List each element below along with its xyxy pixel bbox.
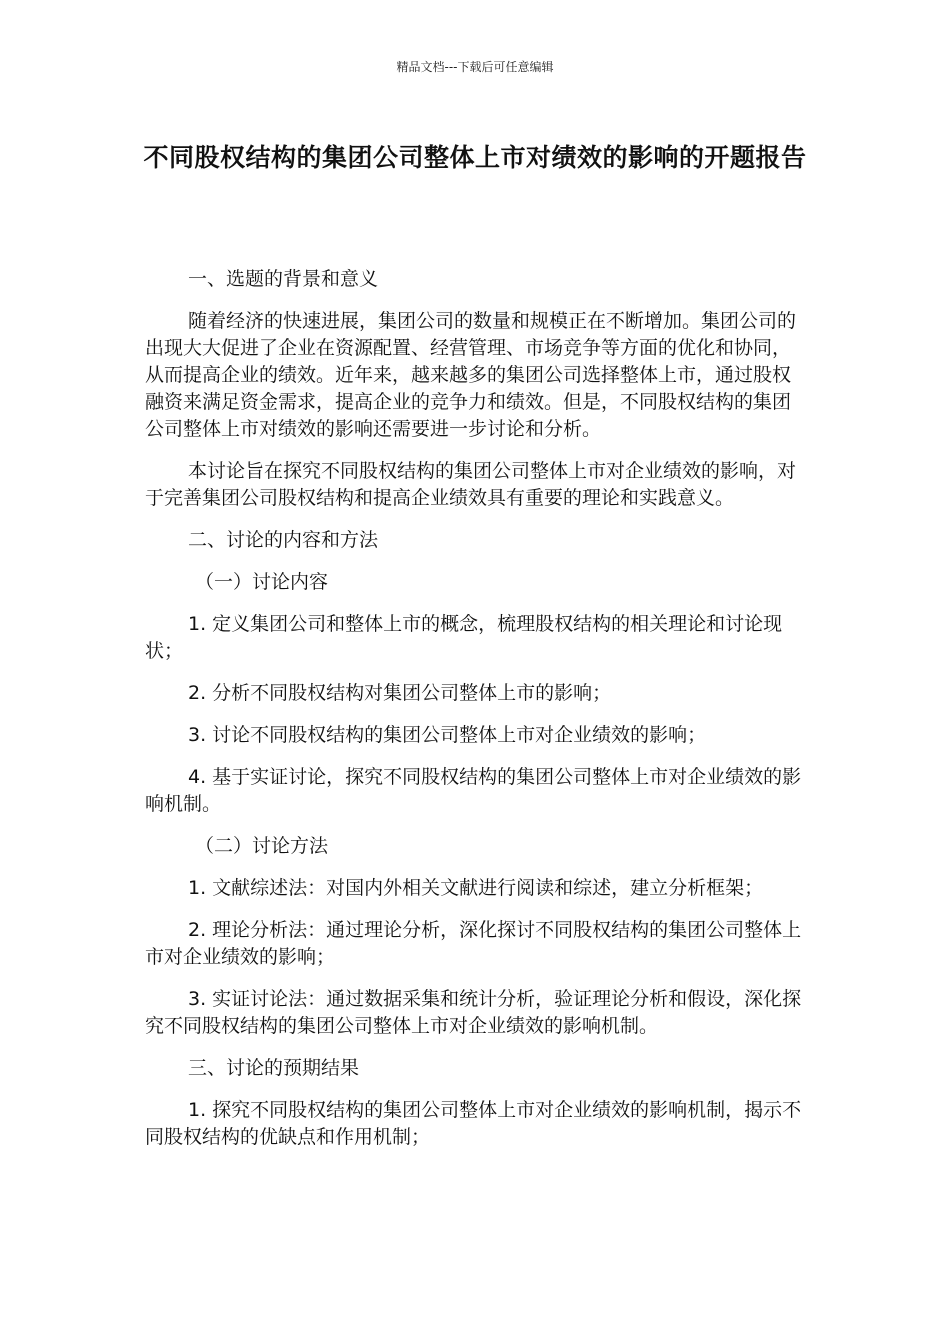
subheading-method: （二）讨论方法 xyxy=(195,835,329,857)
header-note: 精品文档---下载后可任意编辑 xyxy=(396,60,554,74)
paragraph-background: 随着经济的快速进展，集团公司的数量和规模正在不断增加。集团公司的出现大大促进了企业在资源配置、经营管理、市场竞争等方面的优化和协同，从而提高企业的绩效。近年来，越来越多的集团公司选择整体上市，通过股权融资来满足资金需求，提高企业的竞争力和绩效。但是，不同股权结构的集团公司整体上市对绩效的影响还需要进一步讨论和分析。 xyxy=(145,310,797,440)
list-item: 4. 基于实证讨论，探究不同股权结构的集团公司整体上市对企业绩效的影响机制。 xyxy=(145,766,802,815)
section-heading-1: 一、选题的背景和意义 xyxy=(188,268,379,290)
list-item: 1. 探究不同股权结构的集团公司整体上市对企业绩效的影响机制，揭示不同股权结构的优缺点和作用机制； xyxy=(145,1099,802,1148)
list-item: 3. 实证讨论法：通过数据采集和统计分析，验证理论分析和假设，深化探究不同股权结构的集团公司整体上市对企业绩效的影响机制。 xyxy=(145,988,802,1037)
list-item: 2. 分析不同股权结构对集团公司整体上市的影响； xyxy=(188,682,612,704)
paragraph-significance: 本讨论旨在探究不同股权结构的集团公司整体上市对企业绩效的影响，对于完善集团公司股权结构和提高企业绩效具有重要的理论和实践意义。 xyxy=(145,460,797,509)
document-body xyxy=(145,266,807,1166)
document-title: 不同股权结构的集团公司整体上市对绩效的影响的开题报告 xyxy=(143,143,807,172)
list-item: 1. 定义集团公司和整体上市的概念，梳理股权结构的相关理论和讨论现状； xyxy=(145,613,783,662)
list-item: 2. 理论分析法：通过理论分析，深化探讨不同股权结构的集团公司整体上市对企业绩效的影响； xyxy=(145,919,802,968)
section-heading-3: 三、讨论的预期结果 xyxy=(188,1057,360,1079)
subheading-content: （一）讨论内容 xyxy=(195,571,329,593)
list-item: 1. 文献综述法：对国内外相关文献进行阅读和综述，建立分析框架； xyxy=(188,877,764,899)
section-heading-2: 二、讨论的内容和方法 xyxy=(188,529,379,551)
list-item: 3. 讨论不同股权结构的集团公司整体上市对企业绩效的影响； xyxy=(188,724,707,746)
